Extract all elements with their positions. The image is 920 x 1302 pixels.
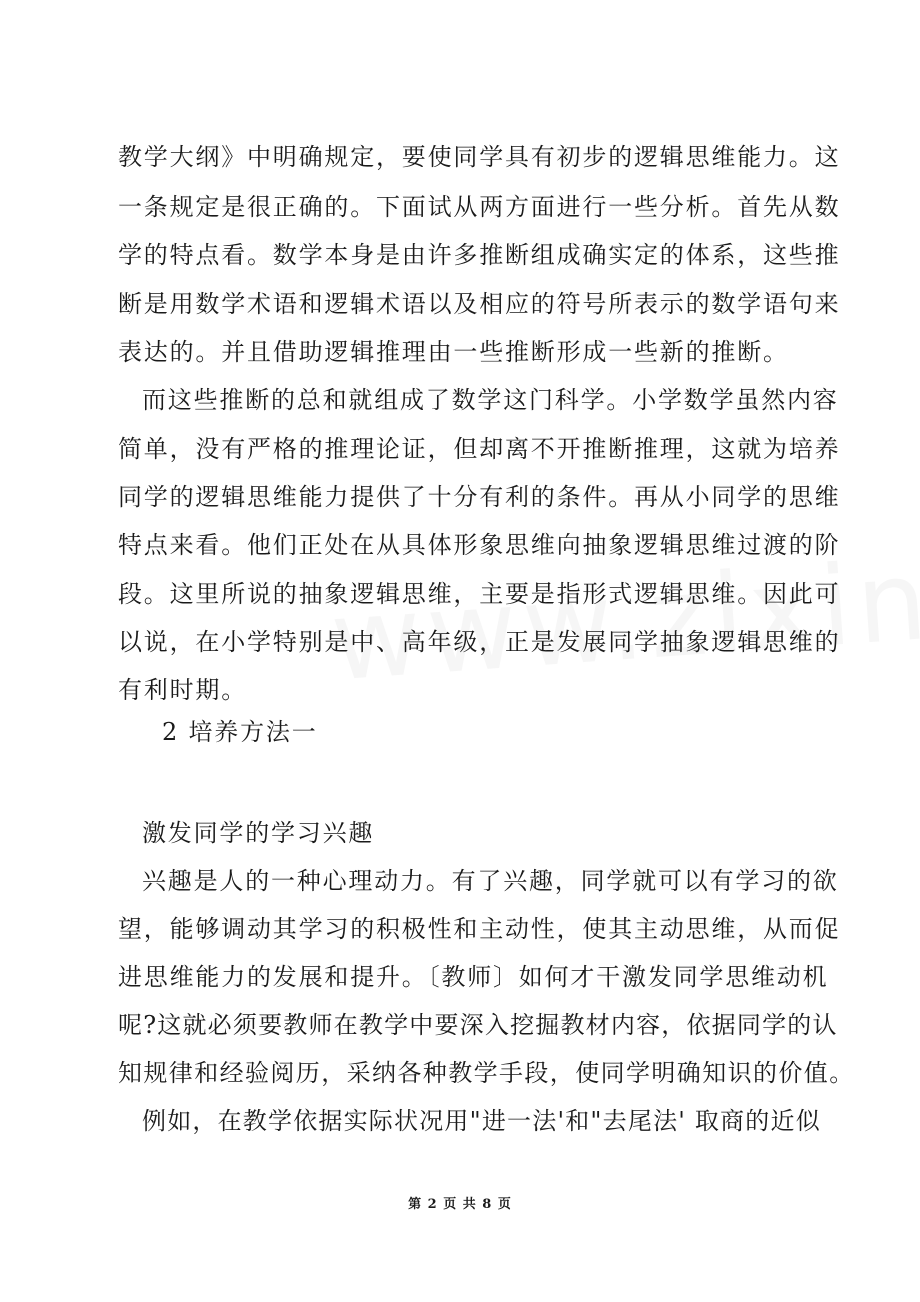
text-line: 而这些推断的总和就组成了数学这门科学。小学数学虽然内容 xyxy=(142,386,839,414)
text-line: 学的特点看。数学本身是由许多推断组成确实定的体系，这些推 xyxy=(118,241,841,269)
section-heading: 2 培养方法一 xyxy=(162,718,318,746)
text-line: 段。这里所说的抽象逻辑思维，主要是指形式逻辑思维。因此可 xyxy=(118,580,841,608)
text-line: 以说，在小学特别是中、高年级，正是发展同学抽象逻辑思维的 xyxy=(118,628,841,656)
text-line: 特点来看。他们正处在从具体形象思维向抽象逻辑思维过渡的阶 xyxy=(118,531,841,559)
text-line: 呢?这就必须要教师在教学中要深入挖掘教材内容，依据同学的认 xyxy=(118,1011,838,1039)
text-line: 表达的。并且借助逻辑推理由一些推断形成一些新的推断。 xyxy=(118,338,789,366)
text-line: 断是用数学术语和逻辑术语以及相应的符号所表示的数学语句来 xyxy=(118,290,841,318)
text-line: 进思维能力的发展和提升。〔教师〕如何才干激发同学思维动机 xyxy=(118,963,829,991)
text-line: 有利时期。 xyxy=(118,676,247,704)
text-line: 知规律和经验阅历，采纳各种教学手段，使同学明确知识的价值。 xyxy=(118,1059,855,1087)
text-line: 望，能够调动其学习的积极性和主动性，使其主动思维，从而促 xyxy=(118,915,841,943)
text-line: 例如，在教学依据实际状况用"进一法'和"去尾法' 取商的近似 xyxy=(142,1107,821,1135)
text-line: 同学的逻辑思维能力提供了十分有利的条件。再从小同学的思维 xyxy=(118,483,841,511)
text-line: 教学大纲》中明确规定，要使同学具有初步的逻辑思维能力。这 xyxy=(118,143,841,171)
text-line: 简单，没有严格的推理论证，但却离不开推断推理，这就为培养 xyxy=(118,435,841,463)
text-line: 一条规定是很正确的。下面试从两方面进行一些分析。首先从数 xyxy=(118,193,841,221)
text-line: 兴趣是人的一种心理动力。有了兴趣，同学就可以有学习的欲 xyxy=(142,867,839,895)
subsection-heading: 激发同学的学习兴趣 xyxy=(142,819,375,847)
page-footer: 第 2 页 共 8 页 xyxy=(408,1197,512,1212)
